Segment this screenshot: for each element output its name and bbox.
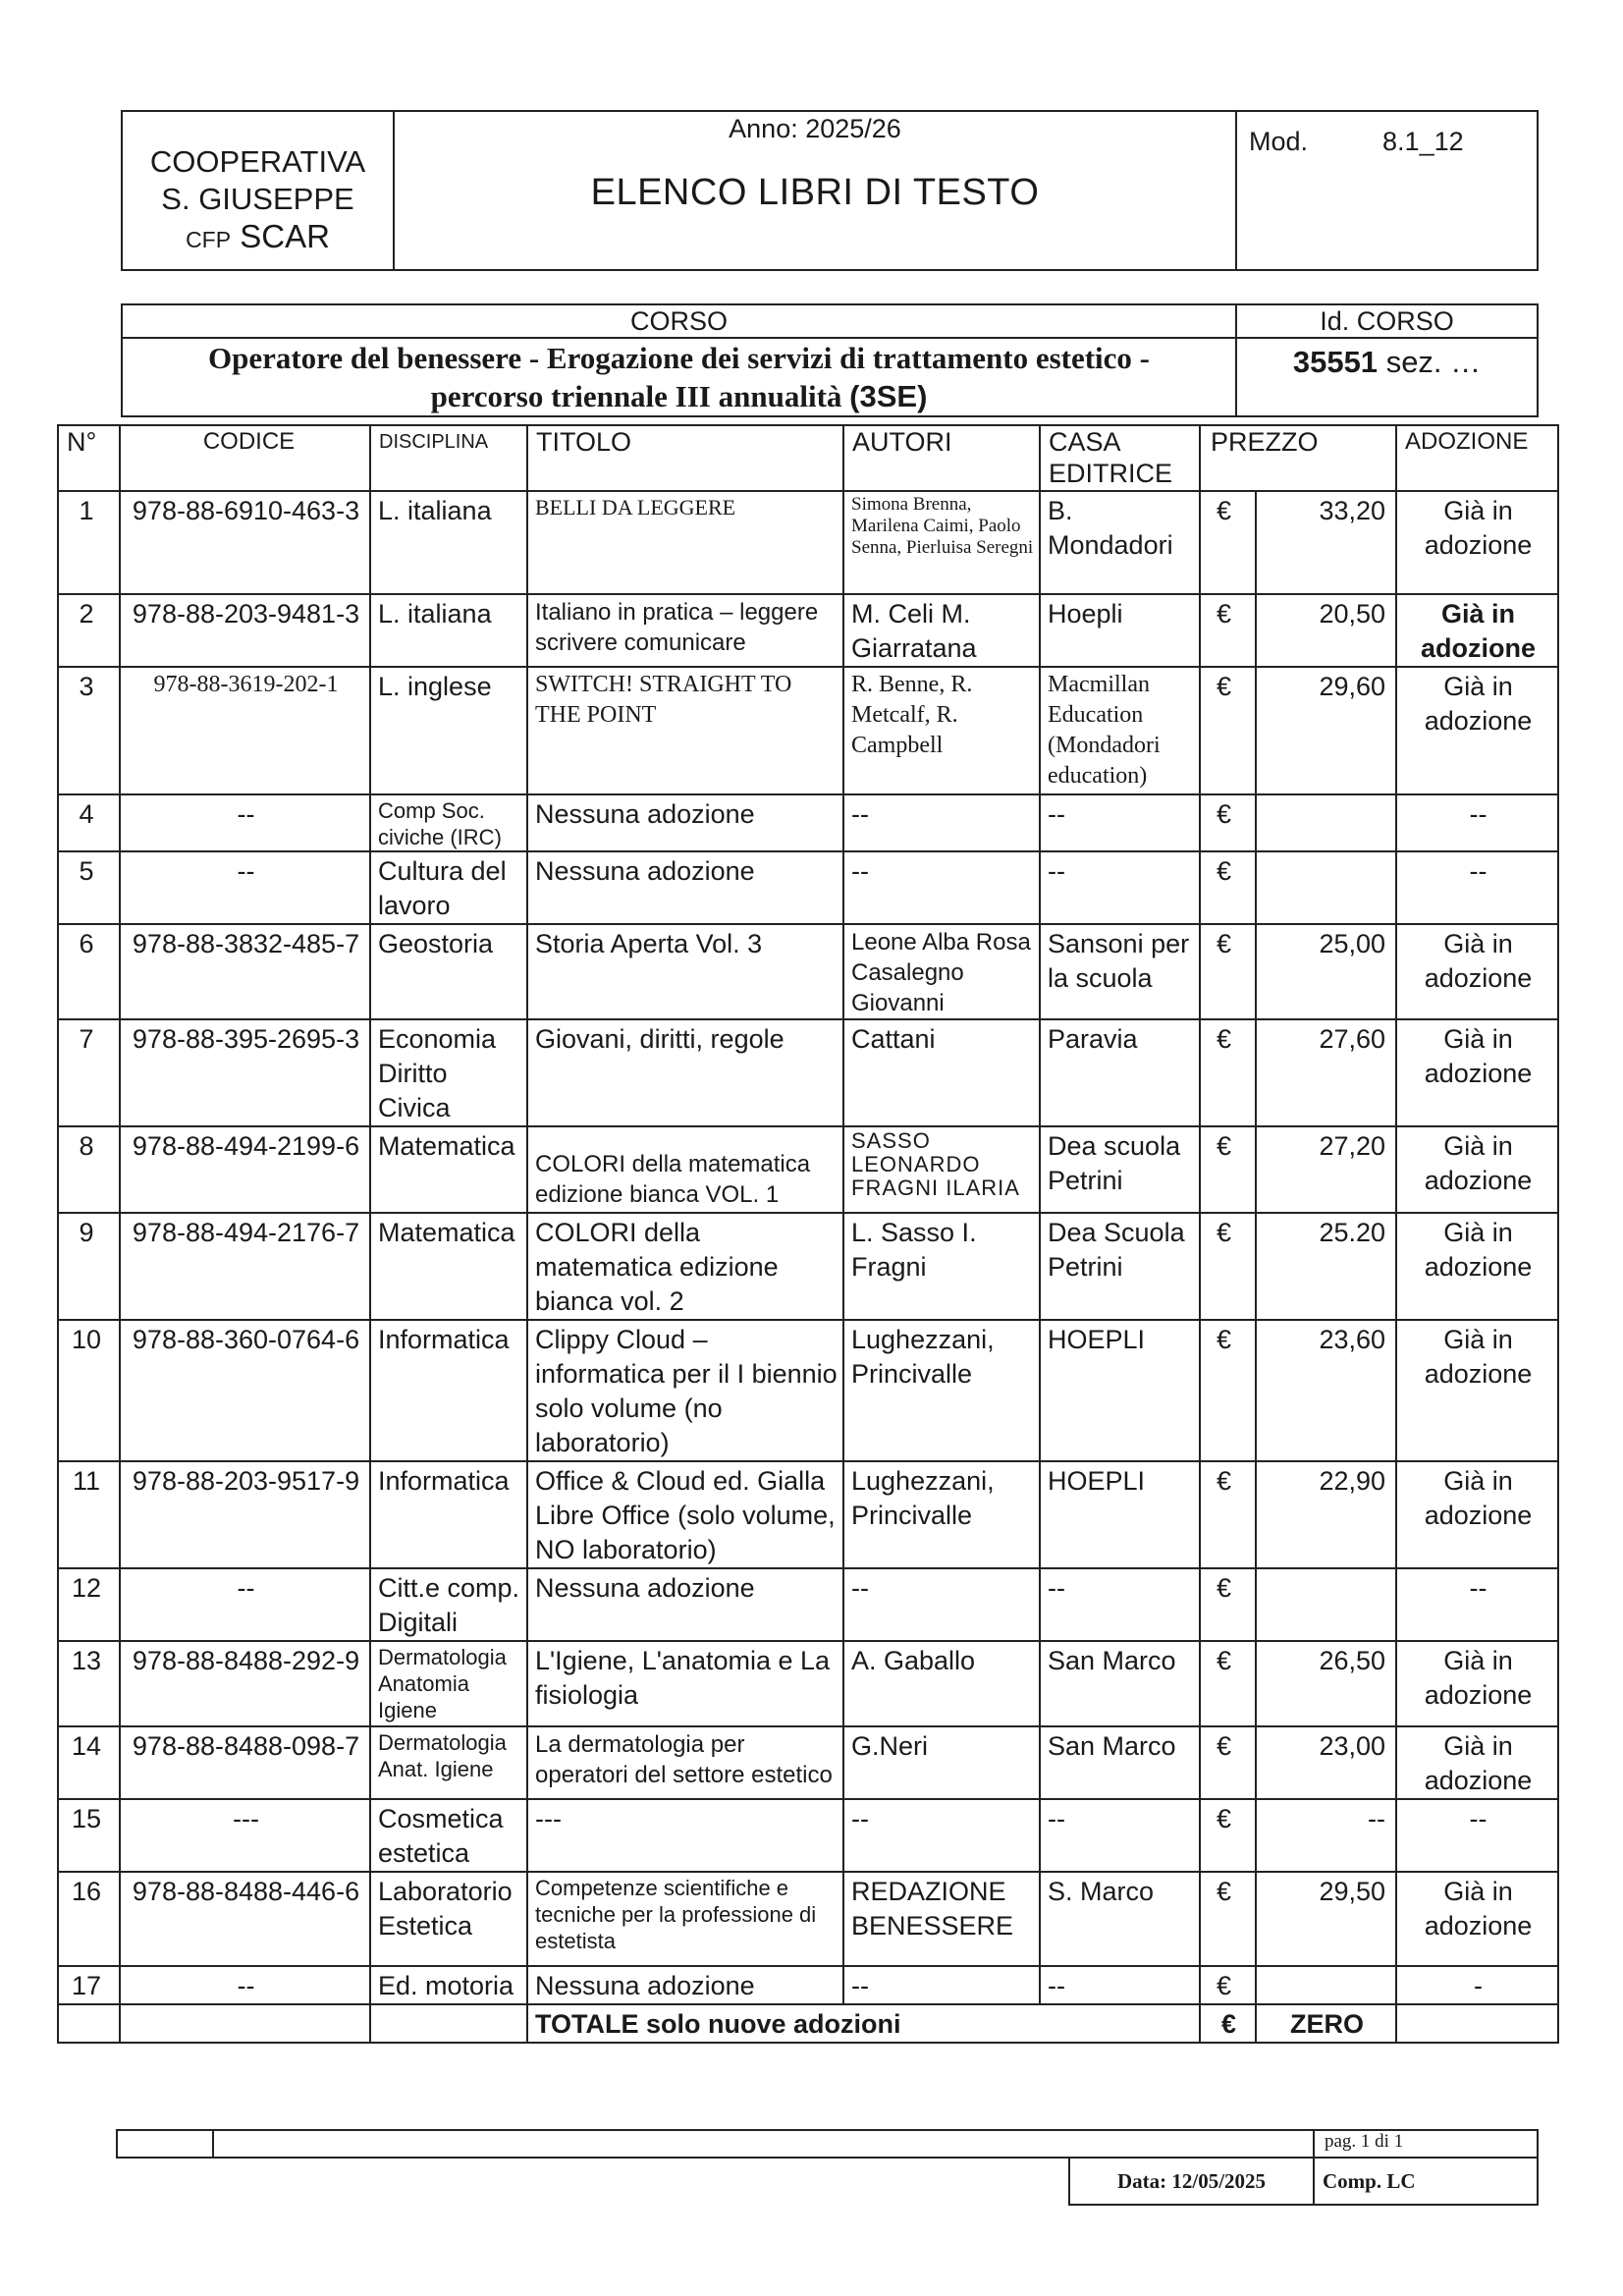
header-titolo: TITOLO — [527, 425, 843, 491]
publisher: Macmillan Education (Mondadori education) — [1040, 667, 1200, 794]
book-title: Nessuna adozione — [527, 1966, 843, 2004]
currency: € — [1200, 1320, 1256, 1461]
book-authors: REDAZIONE BENESSERE — [843, 1872, 1040, 1966]
row-number: 7 — [58, 1019, 120, 1126]
adoption-status: Già in adozione — [1396, 1320, 1558, 1461]
publisher: HOEPLI — [1040, 1461, 1200, 1568]
module-value: 8.1_12 — [1382, 127, 1464, 156]
price: 25,00 — [1256, 924, 1396, 1019]
row-number: 5 — [58, 851, 120, 924]
document-title: ELENCO LIBRI DI TESTO — [590, 172, 1040, 213]
row-number: 16 — [58, 1872, 120, 1966]
publisher: Dea Scuola Petrini — [1040, 1213, 1200, 1320]
table-row — [58, 594, 1558, 667]
row-number: 6 — [58, 924, 120, 1019]
price: 23,00 — [1256, 1726, 1396, 1799]
book-title: Storia Aperta Vol. 3 — [527, 924, 843, 1019]
subject: Citt.e comp. Digitali — [370, 1568, 527, 1641]
price — [1256, 1966, 1396, 2004]
isbn-code: 978-88-360-0764-6 — [120, 1320, 370, 1461]
total-row — [58, 2004, 1558, 2043]
table-row — [58, 1872, 1558, 1966]
publisher: Sansoni per la scuola — [1040, 924, 1200, 1019]
subject: Informatica — [370, 1320, 527, 1461]
price: -- — [1256, 1799, 1396, 1872]
book-authors: -- — [843, 1966, 1040, 2004]
adoption-status: Già in adozione — [1396, 667, 1558, 794]
book-title: Clippy Cloud – informatica per il I biennio solo volume (no laboratorio) — [527, 1320, 843, 1461]
currency: € — [1200, 1568, 1256, 1641]
subject: Matematica — [370, 1126, 527, 1213]
subject: L. italiana — [370, 491, 527, 594]
book-authors: M. Celi M. Giarratana — [843, 594, 1040, 667]
currency: € — [1200, 794, 1256, 851]
row-number: 11 — [58, 1461, 120, 1568]
table-row — [58, 1019, 1558, 1126]
price: 33,20 — [1256, 491, 1396, 594]
isbn-code: 978-88-3832-485-7 — [120, 924, 370, 1019]
isbn-code: -- — [120, 851, 370, 924]
book-title: Office & Cloud ed. Gialla Libre Office (solo volume, NO laboratorio) — [527, 1461, 843, 1568]
book-authors: Cattani — [843, 1019, 1040, 1126]
currency: € — [1200, 1872, 1256, 1966]
course-id-label: Id. CORSO — [1236, 304, 1538, 338]
total-label: TOTALE solo nuove adozioni — [527, 2004, 1200, 2043]
currency: € — [1200, 1966, 1256, 2004]
document-footer — [116, 2129, 1539, 2206]
price: 27,20 — [1256, 1126, 1396, 1213]
adoption-status: -- — [1396, 851, 1558, 924]
table-row — [58, 1641, 1558, 1726]
publisher: S. Marco — [1040, 1872, 1200, 1966]
book-authors: Simona Brenna, Marilena Caimi, Paolo Senna, Pierluisa Seregni — [843, 491, 1040, 594]
table-row — [58, 1461, 1558, 1568]
currency: € — [1200, 1641, 1256, 1726]
subject: Laboratorio Estetica — [370, 1872, 527, 1966]
module-code — [1236, 111, 1538, 270]
total-currency: € — [1200, 2004, 1256, 2043]
course-id-value: 35551 — [1292, 345, 1379, 379]
publisher: San Marco — [1040, 1641, 1200, 1726]
book-title: L'Igiene, L'anatomia e La fisiologia — [527, 1641, 843, 1726]
textbook-table — [57, 424, 1559, 2044]
isbn-code: -- — [120, 1568, 370, 1641]
book-title: COLORI della matematica edizione bianca vol. 2 — [527, 1213, 843, 1320]
subject: Cultura del lavoro — [370, 851, 527, 924]
subject: Geostoria — [370, 924, 527, 1019]
book-authors: L. Sasso I. Fragni — [843, 1213, 1040, 1320]
book-title: Nessuna adozione — [527, 794, 843, 851]
header-autori: AUTORI — [843, 425, 1040, 491]
adoption-status: Già in adozione — [1396, 924, 1558, 1019]
header-disciplina: DISCIPLINA — [370, 425, 527, 491]
publisher: -- — [1040, 794, 1200, 851]
price: 20,50 — [1256, 594, 1396, 667]
organization-block — [122, 111, 394, 270]
school-year: Anno: 2025/26 — [729, 114, 901, 143]
price: 27,60 — [1256, 1019, 1396, 1126]
row-number: 17 — [58, 1966, 120, 2004]
isbn-code: 978-88-3619-202-1 — [120, 667, 370, 794]
adoption-status: Già in adozione — [1396, 1461, 1558, 1568]
course-section: sez. … — [1385, 345, 1482, 379]
isbn-code: --- — [120, 1799, 370, 1872]
price: 22,90 — [1256, 1461, 1396, 1568]
isbn-code: 978-88-203-9481-3 — [120, 594, 370, 667]
book-authors: A. Gaballo — [843, 1641, 1040, 1726]
compiled-by: Comp. LC — [1314, 2158, 1538, 2205]
book-title: Nessuna adozione — [527, 851, 843, 924]
publisher: HOEPLI — [1040, 1320, 1200, 1461]
table-row — [58, 1799, 1558, 1872]
book-authors: -- — [843, 1799, 1040, 1872]
price — [1256, 1568, 1396, 1641]
header-n: N° — [58, 425, 120, 491]
book-title: SWITCH! STRAIGHT TO THE POINT — [527, 667, 843, 794]
title-block — [394, 111, 1236, 270]
isbn-code: 978-88-494-2176-7 — [120, 1213, 370, 1320]
header-casa-editrice: CASA EDITRICE — [1040, 425, 1200, 491]
isbn-code: 978-88-8488-446-6 — [120, 1872, 370, 1966]
price — [1256, 794, 1396, 851]
price: 26,50 — [1256, 1641, 1396, 1726]
adoption-status: -- — [1396, 1568, 1558, 1641]
course-name-line1: Operatore del benessere - Erogazione dei servizi di trattamento estetico - — [207, 341, 1151, 375]
book-authors: Lughezzani, Princivalle — [843, 1320, 1040, 1461]
book-title: --- — [527, 1799, 843, 1872]
course-box — [121, 303, 1539, 417]
subject: Economia Diritto Civica — [370, 1019, 527, 1126]
organization-name: SCAR — [240, 217, 330, 254]
book-title: Italiano in pratica – leggere scrivere comunicare — [527, 594, 843, 667]
course-class: (3SE) — [849, 379, 928, 413]
isbn-code: 978-88-203-9517-9 — [120, 1461, 370, 1568]
currency: € — [1200, 1799, 1256, 1872]
isbn-code: 978-88-6910-463-3 — [120, 491, 370, 594]
table-row — [58, 1568, 1558, 1641]
table-row — [58, 667, 1558, 794]
publisher: -- — [1040, 1799, 1200, 1872]
publisher: -- — [1040, 1568, 1200, 1641]
currency: € — [1200, 1213, 1256, 1320]
module-label: Mod. — [1249, 127, 1309, 156]
adoption-status: Già in adozione — [1396, 1872, 1558, 1966]
row-number: 13 — [58, 1641, 120, 1726]
total-value: ZERO — [1256, 2004, 1396, 2043]
adoption-status: Già in adozione — [1396, 1019, 1558, 1126]
currency: € — [1200, 1126, 1256, 1213]
course-name — [122, 338, 1236, 416]
isbn-code: 978-88-8488-098-7 — [120, 1726, 370, 1799]
publisher: B. Mondadori — [1040, 491, 1200, 594]
adoption-status: -- — [1396, 794, 1558, 851]
table-row — [58, 1213, 1558, 1320]
currency: € — [1200, 1019, 1256, 1126]
adoption-status: Già in adozione — [1396, 594, 1558, 667]
subject: Dermatologia Anatomia Igiene — [370, 1641, 527, 1726]
table-row — [58, 1966, 1558, 2004]
price: 29,60 — [1256, 667, 1396, 794]
subject: L. italiana — [370, 594, 527, 667]
row-number: 14 — [58, 1726, 120, 1799]
header-codice: CODICE — [120, 425, 370, 491]
subject: Ed. motoria — [370, 1966, 527, 2004]
isbn-code: 978-88-8488-292-9 — [120, 1641, 370, 1726]
row-number: 9 — [58, 1213, 120, 1320]
document-header — [121, 110, 1539, 271]
book-title: Giovani, diritti, regole — [527, 1019, 843, 1126]
header-adozione: ADOZIONE — [1396, 425, 1558, 491]
book-authors: SASSO LEONARDO FRAGNI ILARIA — [843, 1126, 1040, 1213]
publisher: -- — [1040, 1966, 1200, 2004]
row-number: 8 — [58, 1126, 120, 1213]
course-id — [1236, 338, 1538, 416]
subject: Comp Soc. civiche (IRC) — [370, 794, 527, 851]
currency: € — [1200, 924, 1256, 1019]
currency: € — [1200, 491, 1256, 594]
table-row — [58, 851, 1558, 924]
adoption-status: Già in adozione — [1396, 491, 1558, 594]
subject: Dermatologia Anat. Igiene — [370, 1726, 527, 1799]
subject: L. inglese — [370, 667, 527, 794]
table-row — [58, 794, 1558, 851]
book-title: COLORI della matematica edizione bianca VOL. 1 — [527, 1126, 843, 1213]
adoption-status: - — [1396, 1966, 1558, 2004]
currency: € — [1200, 594, 1256, 667]
isbn-code: -- — [120, 794, 370, 851]
row-number: 3 — [58, 667, 120, 794]
adoption-status: Già in adozione — [1396, 1126, 1558, 1213]
course-label: CORSO — [122, 304, 1236, 338]
isbn-code: 978-88-395-2695-3 — [120, 1019, 370, 1126]
adoption-status: Già in adozione — [1396, 1213, 1558, 1320]
row-number: 4 — [58, 794, 120, 851]
row-number: 10 — [58, 1320, 120, 1461]
row-number: 15 — [58, 1799, 120, 1872]
subject: Cosmetica estetica — [370, 1799, 527, 1872]
price: 25.20 — [1256, 1213, 1396, 1320]
book-authors: -- — [843, 1568, 1040, 1641]
adoption-status: Già in adozione — [1396, 1641, 1558, 1726]
document-date: Data: 12/05/2025 — [1069, 2158, 1314, 2205]
row-number: 1 — [58, 491, 120, 594]
book-authors: Leone Alba Rosa Casalegno Giovanni — [843, 924, 1040, 1019]
header-prezzo: PREZZO — [1200, 425, 1396, 491]
book-title: Nessuna adozione — [527, 1568, 843, 1641]
page-number: pag. 1 di 1 — [1314, 2130, 1538, 2158]
isbn-code: 978-88-494-2199-6 — [120, 1126, 370, 1213]
row-number: 12 — [58, 1568, 120, 1641]
price — [1256, 851, 1396, 924]
publisher: Paravia — [1040, 1019, 1200, 1126]
price: 29,50 — [1256, 1872, 1396, 1966]
subject: Informatica — [370, 1461, 527, 1568]
book-authors: -- — [843, 851, 1040, 924]
row-number: 2 — [58, 594, 120, 667]
table-row — [58, 1726, 1558, 1799]
subject: Matematica — [370, 1213, 527, 1320]
book-authors: -- — [843, 794, 1040, 851]
table-row — [58, 1126, 1558, 1213]
publisher: San Marco — [1040, 1726, 1200, 1799]
publisher: -- — [1040, 851, 1200, 924]
book-title: La dermatologia per operatori del settore estetico — [527, 1726, 843, 1799]
adoption-status: -- — [1396, 1799, 1558, 1872]
table-row — [58, 924, 1558, 1019]
adoption-status: Già in adozione — [1396, 1726, 1558, 1799]
book-title: Competenze scientifiche e tecniche per la professione di estetista — [527, 1872, 843, 1966]
book-title: BELLI DA LEGGERE — [527, 491, 843, 594]
table-row — [58, 491, 1558, 594]
currency: € — [1200, 851, 1256, 924]
book-authors: Lughezzani, Princivalle — [843, 1461, 1040, 1568]
course-name-line2: percorso triennale III annualità — [430, 379, 842, 413]
book-authors: R. Benne, R. Metcalf, R. Campbell — [843, 667, 1040, 794]
organization-line2: S. GIUSEPPE — [161, 181, 354, 216]
currency: € — [1200, 1726, 1256, 1799]
publisher: Dea scuola Petrini — [1040, 1126, 1200, 1213]
organization-prefix: CFP — [186, 226, 232, 252]
isbn-code: -- — [120, 1966, 370, 2004]
currency: € — [1200, 667, 1256, 794]
book-authors: G.Neri — [843, 1726, 1040, 1799]
publisher: Hoepli — [1040, 594, 1200, 667]
organization-line1: COOPERATIVA — [149, 143, 366, 179]
currency: € — [1200, 1461, 1256, 1568]
price: 23,60 — [1256, 1320, 1396, 1461]
table-row — [58, 1320, 1558, 1461]
